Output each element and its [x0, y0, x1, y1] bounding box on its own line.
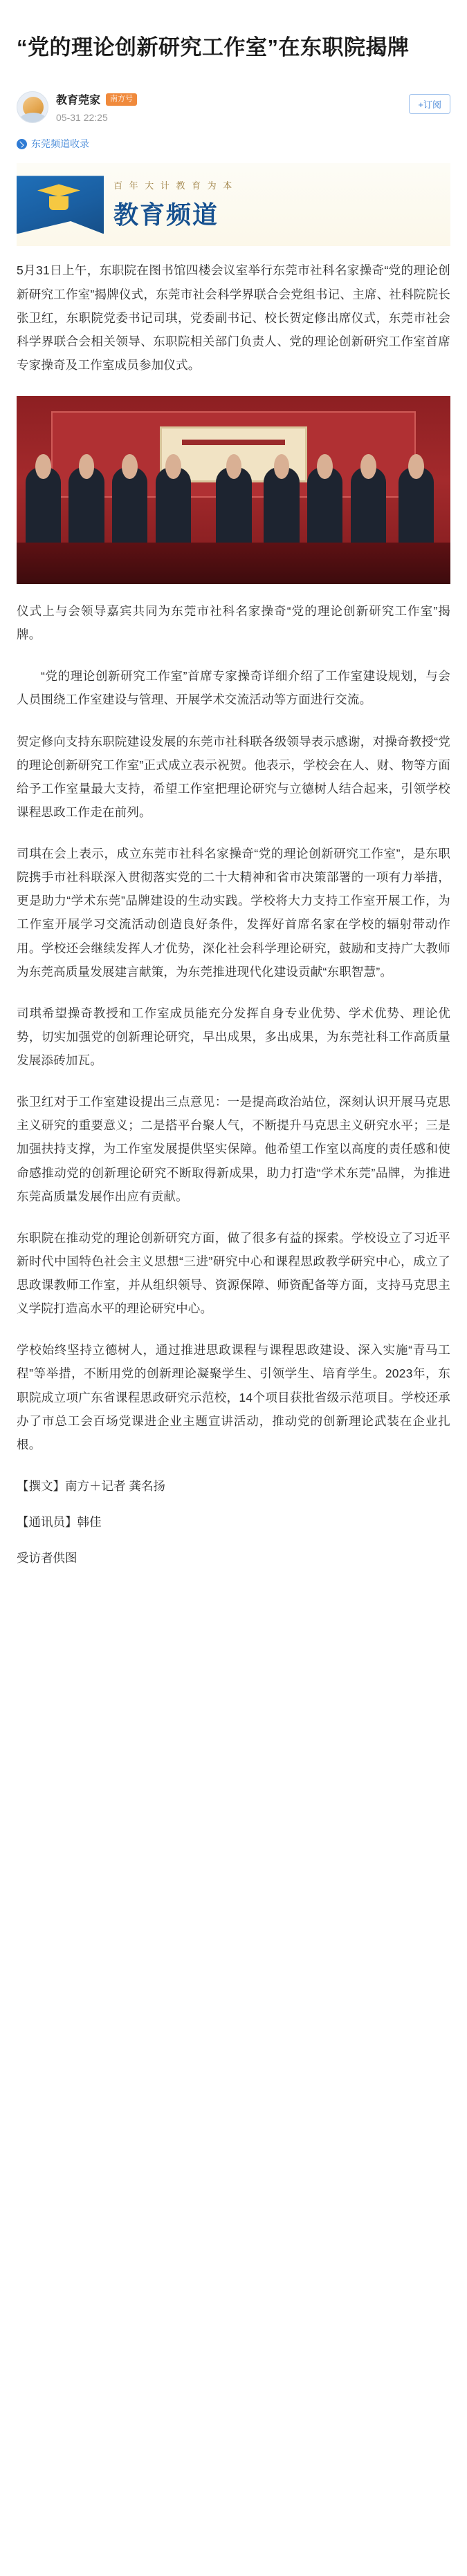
photo-people — [17, 467, 450, 550]
channel-banner-wrap — [0, 160, 467, 258]
photo-caption: 仪式上与会领导嘉宾共同为东莞市社科名家操奇“党的理论创新研究工作室”揭牌。 — [17, 604, 450, 642]
paragraph: 贺定修向支持东职院建设发展的东莞市社科联各级领导表示感谢，对操奇教授“党的理论创新研究工作室”正式成立表示祝贺。他表示，学校会在人、财、物等方面给予工作室量最大支持，希望工作室把理论研究与立德树人结合起来，引领学校课程思政工作走在前列。 — [17, 734, 450, 819]
avatar[interactable] — [17, 91, 48, 123]
account-info — [48, 91, 409, 123]
article-body-top — [0, 258, 467, 377]
article-photo-wrap — [0, 395, 467, 599]
article-body-main — [0, 599, 467, 1456]
paragraph: “党的理论创新研究工作室”首席专家操奇详细介绍了工作室建设规划，与会人员围绕工作室建设与管理、开展学术交流活动等方面进行交流。 — [17, 669, 450, 707]
banner-text — [113, 178, 443, 231]
source-link[interactable] — [0, 130, 467, 160]
article-credits — [0, 1474, 467, 1570]
publish-time: 05-31 22:25 — [56, 112, 108, 124]
article-page — [0, 15, 467, 1610]
subscribe-button[interactable]: +订阅 — [409, 94, 450, 114]
banner-title: 教育频道 — [113, 200, 219, 229]
channel-banner — [17, 163, 450, 246]
graduation-cap-base-icon — [49, 196, 68, 210]
banner-subtitle: 百 年 大 计 教 育 为 本 — [113, 180, 235, 191]
account-name[interactable]: 教育莞家 — [56, 95, 101, 107]
paragraph: 司琪在会上表示，成立东莞市社科名家操奇“党的理论创新研究工作室”，是东职院携手市社科联深入贯彻落实党的二十大精神和省市决策部署的一项有力举措，更是助力“学术东莞”品牌建设的生动实践。学校将大力支持工作室开展工作，为工作室开展学习交流活动创造良好条件，发挥好首席名家在学校的辐射带动作用。学校还会继续发挥人才优势，深化社会科学理论研究，鼓励和支持广大教师为东莞高质量发展建言献策，为东莞推进现代化建设贡献“东职智慧”。 — [17, 847, 450, 979]
paragraph: 张卫红对于工作室建设提出三点意见：一是提高政治站位，深刻认识开展马克思主义研究的重要意义；二是搭平台聚人气，不断提升马克思主义研究水平；三是加强扶持支撑，为工作室发展提供坚实保障。他希望工作室以高度的责任感和使命感推动党的创新理论研究不断取得新成果，助力打造“学术东莞”品牌，为推进东莞高质量发展作出应有贡献。 — [17, 1095, 450, 1203]
photo-table — [17, 543, 450, 584]
verified-check-icon — [17, 139, 27, 149]
paragraph: 5月31日上午，东职院在图书馆四楼会议室举行东莞市社科名家操奇“党的理论创新研究工作室”揭牌仪式，东莞市社会科学界联合会党组书记、主席、社科院院长张卫红，东职院党委书记司琪，党委副书记、校长贺定修出席仪式，东莞市社会科学界联合会相关领导、东职院相关部门负责人、党的理论创新研究工作室首席专家操奇及工作室成员参加仪式。 — [17, 263, 450, 372]
paragraph: 司琪希望操奇教授和工作室成员能充分发挥自身专业优势、学术优势、理论优势，切实加强党的创新理论研究，早出成果，多出成果，为东莞社科工作高质量发展添砖加瓦。 — [17, 1006, 450, 1068]
source-label[interactable]: 东莞频道收录 — [31, 138, 89, 150]
page-title: “党的理论创新研究工作室”在东职院揭牌 — [17, 35, 410, 59]
credit-correspondent: 【通讯员】韩佳 — [17, 1515, 102, 1530]
paragraph: 东职院在推动党的理论创新研究方面，做了很多有益的探索。学校设立了习近平新时代中国特色社会主义思想“三进”研究中心和课程思政教学研究中心，成立了思政课教师工作室，并从组织领导、资源保障、师资配备等方面，支持马克思主义学院打造高水平的理论研究中心。 — [17, 1230, 450, 1316]
credit-writer: 【撰文】南方＋记者 龚名扬 — [17, 1478, 165, 1493]
status-badge: 南方号 — [106, 93, 137, 105]
paragraph: 学校始终坚持立德树人，通过推进思政课程与课程思政建设、深入实施“青马工程”等举措，不断用党的创新理论凝聚学生、引领学生、培育学生。2023年，东职院成立项广东省课程思政研究示范校，14个项目获批省级示范项目。学校还承办了市总工会百场党课进企业主题宣讲活动，推动党的创新理论武装在企业扎根。 — [17, 1343, 450, 1451]
account-name-line — [56, 91, 409, 107]
article-photo — [17, 396, 450, 584]
account-row — [0, 87, 467, 130]
credit-photo: 受访者供图 — [17, 1551, 77, 1566]
